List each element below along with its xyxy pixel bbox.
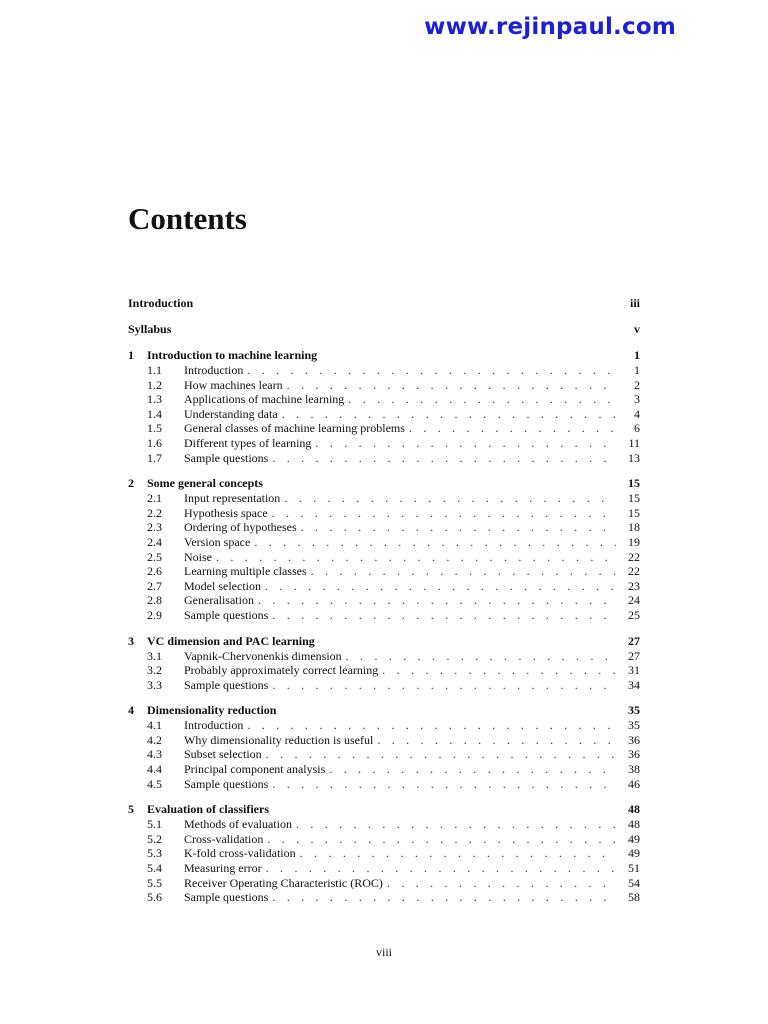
toc-chapter-row[interactable] xyxy=(128,476,640,491)
toc-section-page: 27 xyxy=(628,648,640,663)
toc-chapters xyxy=(128,348,640,905)
toc-section-row[interactable] xyxy=(128,608,640,623)
toc-section-row[interactable] xyxy=(128,593,640,608)
toc-section-number: 4.3 xyxy=(147,747,162,762)
toc-chapter-number: 1 xyxy=(128,348,134,362)
toc-section-number: 3.3 xyxy=(147,677,162,692)
dot-leader xyxy=(329,762,616,777)
toc-section-page: 49 xyxy=(628,846,640,861)
toc-section-row[interactable] xyxy=(128,846,640,861)
toc-section-title: Generalisation xyxy=(184,593,254,608)
toc-section-number: 4.5 xyxy=(147,776,162,791)
toc-section-title: Sample questions xyxy=(184,607,269,622)
toc-section-title: K-fold cross-validation xyxy=(184,846,296,861)
toc-section-page: 22 xyxy=(628,549,640,564)
toc-section-number: 5.5 xyxy=(147,875,162,890)
toc-section-row[interactable] xyxy=(128,451,640,466)
toc-section-row[interactable] xyxy=(128,762,640,777)
toc-section-number: 3.2 xyxy=(147,663,162,678)
toc-section-row[interactable] xyxy=(128,890,640,905)
page-number: viii xyxy=(375,945,392,959)
toc-section-row[interactable] xyxy=(128,733,640,748)
toc-section-row[interactable] xyxy=(128,520,640,535)
toc-section-title: Measuring error xyxy=(184,861,262,876)
toc-section-row[interactable] xyxy=(128,663,640,678)
toc-section-number: 2.6 xyxy=(147,564,162,579)
table-of-contents xyxy=(128,296,640,916)
toc-section-title: Learning multiple classes xyxy=(184,564,307,579)
toc-section-row[interactable] xyxy=(128,436,640,451)
toc-section-number: 4.1 xyxy=(147,718,162,733)
dot-leader xyxy=(272,451,616,466)
dot-leader xyxy=(282,407,616,422)
toc-chapter xyxy=(128,476,640,622)
toc-section-number: 5.4 xyxy=(147,861,162,876)
toc-section-page: 25 xyxy=(628,607,640,622)
toc-section-page: 11 xyxy=(628,435,640,450)
toc-section-row[interactable] xyxy=(128,718,640,733)
toc-section-page: 13 xyxy=(628,450,640,465)
toc-section-row[interactable] xyxy=(128,649,640,664)
dot-leader xyxy=(287,378,616,393)
toc-section-row[interactable] xyxy=(128,491,640,506)
toc-chapter-number: 2 xyxy=(128,476,134,491)
toc-chapter xyxy=(128,634,640,693)
toc-section-title: Methods of evaluation xyxy=(184,817,292,832)
toc-section-page: 23 xyxy=(628,578,640,593)
toc-section-title: Ordering of hypotheses xyxy=(184,520,297,535)
toc-section-row[interactable] xyxy=(128,876,640,891)
toc-section-number: 5.3 xyxy=(147,846,162,861)
toc-section-title: Hypothesis space xyxy=(184,505,268,520)
toc-chapter-number: 3 xyxy=(128,633,134,648)
dot-leader xyxy=(409,421,616,436)
toc-section-title: Subset selection xyxy=(184,747,262,762)
dot-leader xyxy=(300,846,616,861)
toc-chapter-title: Dimensionality reduction xyxy=(147,703,277,718)
toc-section-row[interactable] xyxy=(128,506,640,521)
toc-section-number: 1.7 xyxy=(147,450,162,465)
toc-section-page: 49 xyxy=(628,831,640,846)
toc-section-row[interactable] xyxy=(128,832,640,847)
toc-section-row[interactable] xyxy=(128,550,640,565)
dot-leader xyxy=(266,747,616,762)
toc-chapter-title: Introduction to machine learning xyxy=(147,348,318,362)
dot-leader xyxy=(311,564,616,579)
dot-leader xyxy=(216,550,616,565)
dot-leader xyxy=(272,506,616,521)
toc-section-row[interactable] xyxy=(128,392,640,407)
dot-leader xyxy=(377,733,616,748)
toc-section-number: 1.6 xyxy=(147,435,162,450)
toc-section-number: 1.3 xyxy=(147,392,162,407)
toc-section-page: 54 xyxy=(628,875,640,890)
dot-leader xyxy=(301,520,616,535)
toc-chapter-number: 4 xyxy=(128,703,134,718)
toc-section-page: 35 xyxy=(628,718,640,733)
toc-section-page: 51 xyxy=(628,861,640,876)
toc-section-row[interactable] xyxy=(128,777,640,792)
toc-section-title: Noise xyxy=(184,549,212,564)
toc-chapter xyxy=(128,802,640,905)
toc-section-page: 58 xyxy=(628,890,640,905)
toc-section-title: Vapnik-Chervonenkis dimension xyxy=(184,648,342,663)
toc-chapter-page: 1 xyxy=(634,348,640,362)
dot-leader xyxy=(265,579,616,594)
toc-section-title: Understanding data xyxy=(184,406,278,421)
toc-section-number: 5.2 xyxy=(147,831,162,846)
toc-section-page: 15 xyxy=(628,491,640,506)
toc-section-title: Why dimensionality reduction is useful xyxy=(184,732,374,747)
toc-section-page: 19 xyxy=(628,534,640,549)
toc-chapter xyxy=(128,348,640,465)
toc-section-row[interactable] xyxy=(128,564,640,579)
dot-leader xyxy=(272,890,616,905)
toc-section-title: Version space xyxy=(184,534,251,549)
toc-section-title: Sample questions xyxy=(184,776,269,791)
dot-leader xyxy=(387,876,616,891)
toc-section-number: 3.1 xyxy=(147,648,162,663)
toc-section-page: 15 xyxy=(628,505,640,520)
toc-chapter-number: 5 xyxy=(128,802,134,817)
toc-section-number: 2.8 xyxy=(147,593,162,608)
toc-chapter-page: 27 xyxy=(628,633,640,648)
toc-section-title: Principal component analysis xyxy=(184,762,326,777)
toc-section-number: 2.9 xyxy=(147,607,162,622)
toc-chapter xyxy=(128,703,640,791)
toc-front-introduction[interactable] xyxy=(128,296,640,311)
toc-section-page: 36 xyxy=(628,747,640,762)
toc-chapter-row[interactable] xyxy=(128,703,640,718)
toc-section-page: 24 xyxy=(628,593,640,608)
toc-section-number: 5.6 xyxy=(147,890,162,905)
toc-section-page: 31 xyxy=(628,663,640,678)
dot-leader xyxy=(272,777,616,792)
toc-chapter-row[interactable] xyxy=(128,634,640,649)
toc-section-row[interactable] xyxy=(128,747,640,762)
toc-section-page: 3 xyxy=(634,392,640,407)
toc-chapter-title: Evaluation of classifiers xyxy=(147,802,269,817)
toc-section-title: Probably approximately correct learning xyxy=(184,663,379,678)
toc-section-page: 2 xyxy=(634,377,640,392)
toc-section-row[interactable] xyxy=(128,817,640,832)
toc-entry-title: Syllabus xyxy=(128,322,172,336)
toc-section-page: 4 xyxy=(634,406,640,421)
toc-section-page: 46 xyxy=(628,776,640,791)
toc-section-page: 38 xyxy=(628,762,640,777)
toc-section-number: 1.5 xyxy=(147,421,162,436)
dot-leader xyxy=(247,363,616,378)
dot-leader xyxy=(382,663,616,678)
toc-section-title: Input representation xyxy=(184,491,281,506)
dot-leader xyxy=(272,678,616,693)
toc-section-title: Different types of learning xyxy=(184,435,312,450)
toc-section-number: 5.1 xyxy=(147,817,162,832)
dot-leader xyxy=(346,649,616,664)
dot-leader xyxy=(254,535,616,550)
dot-leader xyxy=(267,832,616,847)
toc-section-title: Receiver Operating Characteristic (ROC) xyxy=(184,875,383,890)
toc-section-row[interactable] xyxy=(128,579,640,594)
toc-chapter-row[interactable] xyxy=(128,348,640,363)
toc-section-row[interactable] xyxy=(128,861,640,876)
watermark-url: www.rejinpaul.com xyxy=(424,14,676,40)
dot-leader xyxy=(272,608,616,623)
toc-section-number: 2.3 xyxy=(147,520,162,535)
toc-section-number: 4.2 xyxy=(147,732,162,747)
toc-chapter-title: Some general concepts xyxy=(147,476,263,491)
toc-section-page: 18 xyxy=(628,520,640,535)
dot-leader xyxy=(258,593,616,608)
toc-section-page: 36 xyxy=(628,732,640,747)
toc-section-page: 48 xyxy=(628,817,640,832)
dot-leader xyxy=(266,861,616,876)
toc-section-row[interactable] xyxy=(128,407,640,422)
toc-section-row[interactable] xyxy=(128,378,640,393)
toc-chapter-row[interactable] xyxy=(128,802,640,817)
toc-entry-title: Introduction xyxy=(128,296,194,310)
toc-section-number: 2.1 xyxy=(147,491,162,506)
toc-section-number: 2.5 xyxy=(147,549,162,564)
dot-leader xyxy=(296,817,616,832)
toc-section-title: Sample questions xyxy=(184,677,269,692)
toc-entry-page: iii xyxy=(629,296,640,310)
toc-entry-page: v xyxy=(634,322,640,336)
toc-section-page: 6 xyxy=(634,421,640,436)
dot-leader xyxy=(315,436,616,451)
toc-section-title: Model selection xyxy=(184,578,261,593)
toc-section-title: Applications of machine learning xyxy=(184,392,345,407)
toc-section-row[interactable] xyxy=(128,678,640,693)
toc-section-page: 1 xyxy=(634,363,640,377)
toc-section-number: 2.4 xyxy=(147,534,162,549)
toc-section-title: Introduction xyxy=(184,363,244,377)
dot-leader xyxy=(284,491,616,506)
toc-chapter-page: 48 xyxy=(628,802,640,817)
toc-section-page: 34 xyxy=(628,677,640,692)
toc-section-number: 1.1 xyxy=(147,363,162,377)
toc-section-title: Cross-validation xyxy=(184,831,264,846)
toc-chapter-title: VC dimension and PAC learning xyxy=(147,633,315,648)
dot-leader xyxy=(348,392,616,407)
toc-chapter-page: 35 xyxy=(628,703,640,718)
toc-chapter-page: 15 xyxy=(628,476,640,491)
toc-section-title: Sample questions xyxy=(184,450,269,465)
toc-section-number: 2.7 xyxy=(147,578,162,593)
toc-front-syllabus[interactable] xyxy=(128,322,640,337)
toc-section-row[interactable] xyxy=(128,421,640,436)
toc-section-number: 2.2 xyxy=(147,505,162,520)
toc-section-page: 22 xyxy=(628,564,640,579)
dot-leader xyxy=(247,718,616,733)
toc-section-title: How machines learn xyxy=(184,377,283,392)
toc-section-row[interactable] xyxy=(128,363,640,378)
toc-section-row[interactable] xyxy=(128,535,640,550)
toc-section-title: Sample questions xyxy=(184,890,269,905)
page-title: Contents xyxy=(128,201,247,236)
toc-section-title: Introduction xyxy=(184,718,244,733)
toc-section-number: 1.4 xyxy=(147,406,162,421)
toc-section-number: 1.2 xyxy=(147,377,162,392)
toc-section-number: 4.4 xyxy=(147,762,162,777)
toc-section-title: General classes of machine learning problems xyxy=(184,421,405,436)
